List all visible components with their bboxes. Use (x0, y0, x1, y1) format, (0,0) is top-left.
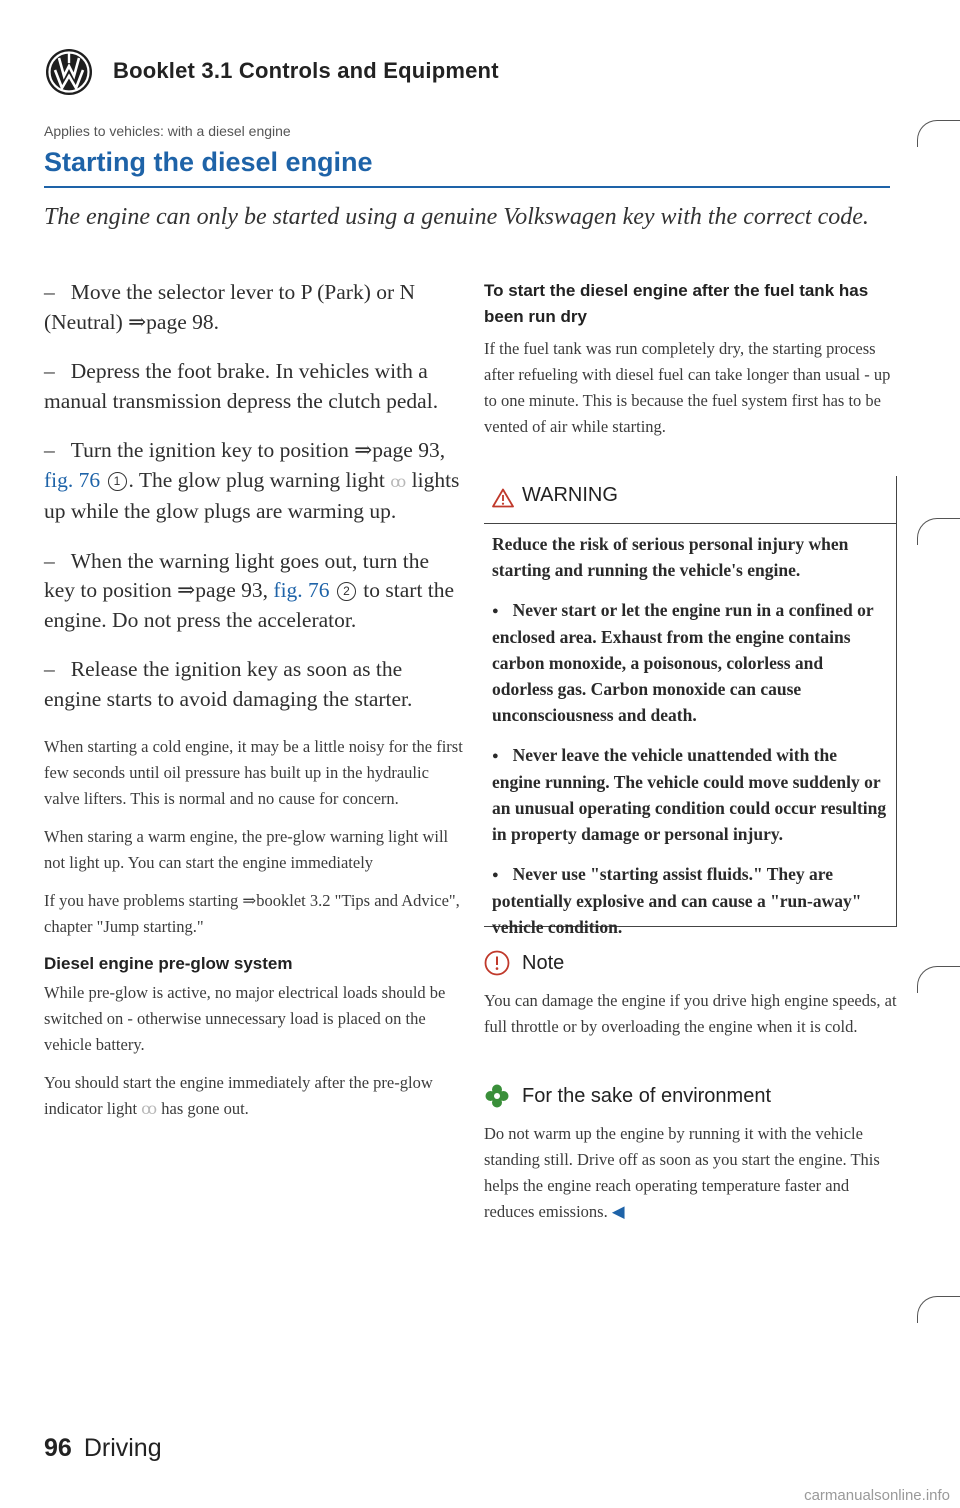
step-turn-key-position-2: – When the warning light goes out, turn the key to position ⇒page 93, fig. 76 2 to start the engine. Do not press the accelerator. (44, 548, 455, 632)
warning-intro: Reduce the risk of serious personal injury when starting and running the vehicle's engine. (492, 534, 849, 580)
start-after-pre-glow-paragraph (44, 1070, 464, 1123)
cold-engine-paragraph: When starting a cold engine, it may be a little noisy for the first few seconds until oil pressure has built up in the hydraulic valve lifters. This is normal and no cause for concern. (44, 737, 463, 808)
figure-link[interactable]: fig. 76 (273, 578, 330, 602)
paragraph-text: has gone out. (157, 1099, 249, 1118)
warning-triangle-icon (492, 488, 514, 508)
step-turn-key-position-1: – Turn the ignition key to position ⇒page 93, fig. 76 1 . The glow plug warning light ꝏ lights up while the glow plugs are warming up. (44, 438, 460, 523)
paragraph-text: You should start the engine immediately after the pre-glow indicator light (44, 1073, 433, 1118)
page-tab-marker (917, 120, 960, 147)
environment-label: For the sake of environment (522, 1084, 772, 1107)
end-of-section-marker: ◀ (611, 1202, 625, 1221)
page-tab-marker (917, 1296, 960, 1323)
warning-body (492, 531, 888, 954)
figure-link[interactable]: fig. 76 (44, 467, 101, 492)
environment-text (484, 1121, 898, 1225)
step-text: Depress the foot brake. In vehicles with a manual transmission depress the clutch pedal. (44, 359, 439, 413)
step-select-lever: – Move the selector lever to P (Park) or N (Neutral) ⇒page 98. (44, 280, 416, 334)
warning-label: WARNING (522, 484, 618, 506)
watermark: carmanualsonline.info (804, 1487, 950, 1504)
intro-text: The engine can only be started using a genuine Volkswagen key with the correct code. (44, 204, 869, 230)
title-rule (44, 186, 890, 188)
warning-heading (484, 476, 896, 524)
fuel-dry-paragraph: If the fuel tank was run completely dry, the starting process after refueling with diesel fuel can take longer than usual - up to one minute. This is because the fuel system first has to be vented of air while starting. (484, 339, 891, 436)
note-label: Note (522, 951, 565, 974)
page-number: 96 (44, 1434, 72, 1462)
step-text: Turn the ignition key to position ⇒page 93, (70, 438, 446, 462)
note-text: You can damage the engine if you drive high engine speeds, at full throttle or by overloading the engine when it is cold. (484, 991, 897, 1036)
pre-glow-heading: Diesel engine pre-glow system (44, 954, 293, 973)
note-heading (484, 950, 898, 976)
step-text: to start the engine. Do not press the accelerator. (44, 578, 455, 632)
warning-bullet-unattended: ● Never leave the vehicle unattended with the engine running. The vehicle could move suddenly or an unusual operating condition could occur resulting in property damage or personal injury. (492, 742, 888, 847)
page-footer (44, 1434, 162, 1463)
environment-flower-icon (484, 1083, 510, 1109)
page-tab-marker (917, 518, 960, 545)
glow-plug-icon: ꝏ (141, 1101, 158, 1118)
problems-paragraph: If you have problems starting ⇒booklet 3.2 "Tips and Advice", chapter "Jump starting." (44, 891, 460, 936)
page-tab-marker (917, 966, 960, 993)
pre-glow-paragraph: While pre-glow is active, no major electrical loads should be switched on - otherwise unnecessary load is placed on the vehicle battery. (44, 983, 446, 1054)
right-column (484, 278, 898, 454)
fuel-dry-heading: To start the diesel engine after the fuel tank has been run dry (484, 281, 869, 326)
applies-to-line: Applies to vehicles: with a diesel engine (44, 123, 291, 139)
left-column (44, 278, 464, 1135)
warning-bullet-confined-area: ● Never start or let the engine run in a confined or enclosed area. Exhaust from the engine contains carbon monoxide, a poisonous, colorless and odorless gas. Carbon monoxide can cause unconsciousness and death. (492, 597, 888, 728)
step-release-key: – Release the ignition key as soon as the engine starts to avoid damaging the starter. (44, 657, 413, 711)
warning-box (484, 476, 897, 937)
glow-plug-icon: ꝏ (390, 473, 407, 491)
environment-body: Do not warm up the engine by running it with the vehicle standing still. Drive off as soon as you start the engine. This helps the engine reach operating temperature faster and reduces emissions. (484, 1124, 880, 1221)
step-text: Move the selector lever to P (Park) or N (Neutral) ⇒page 98. (44, 280, 416, 334)
vw-logo (45, 48, 93, 96)
note-block (484, 950, 898, 1054)
position-1-marker: 1 (108, 472, 127, 491)
step-text: Release the ignition key as soon as the engine starts to avoid damaging the starter. (44, 657, 413, 711)
warning-bullet-starting-fluids: ● Never use "starting assist fluids." They are potentially explosive and can cause a "run-away" vehicle condition. (492, 861, 888, 940)
step-text: lights up while the glow plugs are warming up. (44, 467, 460, 523)
environment-heading (484, 1083, 898, 1109)
chapter-name: Driving (83, 1434, 162, 1462)
section-title: Starting the diesel engine (44, 147, 373, 177)
booklet-title: Booklet 3.1 Controls and Equipment (113, 58, 499, 83)
position-2-marker: 2 (337, 582, 356, 601)
step-text: . The glow plug warning light (128, 467, 391, 492)
note-icon (484, 950, 510, 976)
step-depress-brake: – Depress the foot brake. In vehicles with a manual transmission depress the clutch pedal. (44, 359, 439, 413)
warm-engine-paragraph: When staring a warm engine, the pre-glow warning light will not light up. You can start the engine immediately (44, 827, 449, 872)
environment-block (484, 1083, 898, 1239)
step-text: When the warning light goes out, turn the key to position ⇒page 93, (44, 548, 430, 602)
